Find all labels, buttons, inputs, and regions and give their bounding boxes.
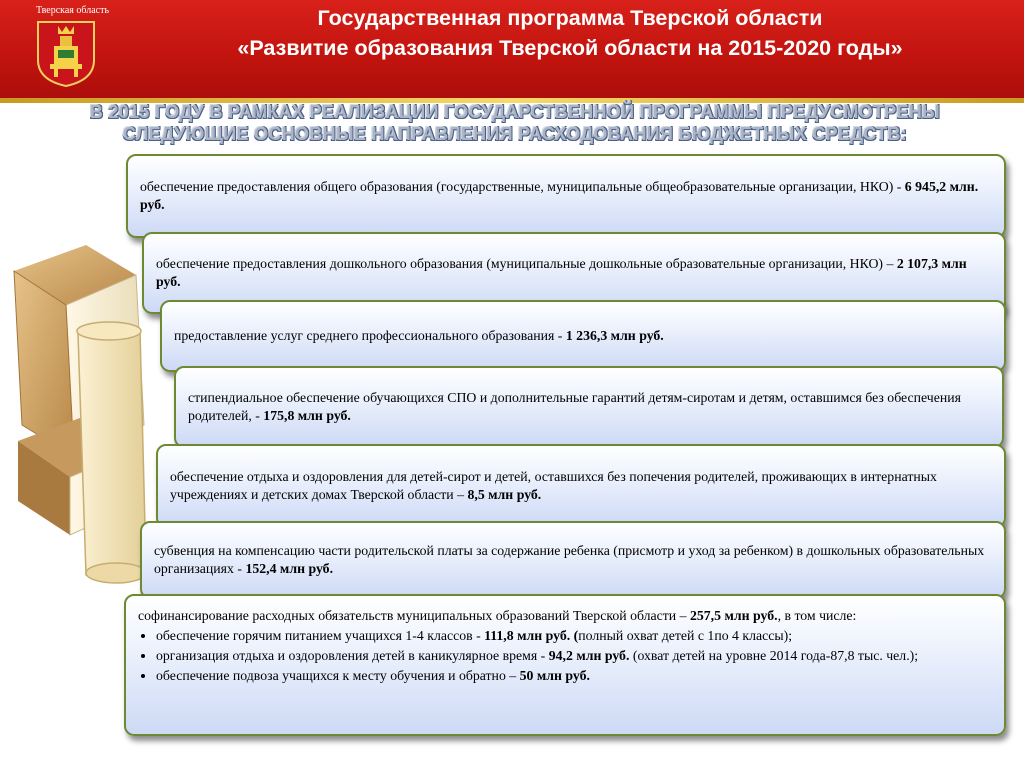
list-item: • обеспечение горячим питанием учащихся 1-4 классов - 111,8 млн руб. (полный охват детей с 1по 4 классы); [156,626,994,646]
title-line-1: Государственная программа Тверской области [317,6,823,30]
coat-of-arms-icon [36,20,96,88]
budget-amount: 1 236,3 млн руб. [565,328,664,343]
region-label: Тверская область [36,5,110,16]
budget-item-text: софинансирование расходных обязательств муниципальных образований Тверской области – 257,5 млн руб., в том числе: • обеспечение горячим питанием учащихся 1-4 классов - 111,8 млн руб. (полный охват детей с 1по 4 классы); • организация отдыха и оздоровления детей в каникулярное время - 94,2 млн руб. (охват детей на уровне 2014 года-87,8 тыс. чел.); • обеспечение подвоза учащихся к месту обучения и обратно – 50 млн руб. [138,606,994,686]
list-item: • обеспечение подвоза учащихся к месту обучения и обратно – 50 млн руб. [156,666,994,686]
budget-item-text: стипендиальное обеспечение обучающихся СПО и дополнительные гарантий детям-сиротам и детям, оставшимся без обеспечения родителей, - 175,8 млн руб. [188,390,961,423]
title-line-2: «Развитие образования Тверской области на 2015-2020 годы» [237,36,903,60]
budget-amount: 2 107,3 млн руб. [156,256,967,289]
budget-amount: 257,5 млн руб. [689,608,778,623]
section-heading-line-2: СЛЕДУЮЩИЕ ОСНОВНЫЕ НАПРАВЛЕНИЯ РАСХОДОВАНИЯ БЮДЖЕТНЫХ СРЕДСТВ: [122,124,908,144]
budget-item-municipal-cofinancing [124,594,1006,736]
budget-item-parental-fee-compensation [140,521,1006,599]
budget-item-text: обеспечение предоставления общего образования (государственные, муниципальные общеобразовательные организации, НКО) - 6 945,2 млн. руб. [140,179,979,212]
budget-amount: 152,4 млн руб. [245,561,334,576]
section-heading [20,101,1010,145]
budget-item-orphans-recreation [156,444,1006,528]
budget-item-general-education [126,154,1006,238]
budget-item-text: предоставление услуг среднего профессионального образования - 1 236,3 млн руб. [174,328,664,343]
budget-item-vocational-education [160,300,1006,372]
budget-item-text: обеспечение предоставления дошкольного образования (муниципальные дошкольные образовательные организации, НКО) – 2 107,3 млн руб. [156,256,967,289]
section-heading-line-1: В 2015 ГОДУ В РАМКАХ РЕАЛИЗАЦИИ ГОСУДАРСТВЕННОЙ ПРОГРАММЫ ПРЕДУСМОТРЕНЫ [89,102,941,122]
books-and-scroll-icon [8,235,158,605]
cofinancing-list [138,626,994,686]
budget-amount: 175,8 млн руб. [263,408,351,423]
budget-item-text: субвенция на компенсацию части родительской платы за содержание ребенка (присмотр и уход за ребенком) в дошкольных образовательных организациях - 152,4 млн руб. [154,543,985,576]
page-title [130,3,1010,63]
list-item: • организация отдыха и оздоровления детей в каникулярное время - 94,2 млн руб. (охват детей на уровне 2014 года-87,8 тыс. чел.); [156,646,994,666]
budget-amount: 6 945,2 млн. руб. [140,179,979,212]
budget-amount: 8,5 млн руб. [467,487,542,502]
budget-item-scholarships [174,366,1004,448]
budget-item-text: обеспечение отдыха и оздоровления для детей-сирот и детей, оставшихся без попечения родителей, проживающих в интернатных учреждениях и детских домах Тверской области – 8,5 млн руб. [170,469,937,502]
